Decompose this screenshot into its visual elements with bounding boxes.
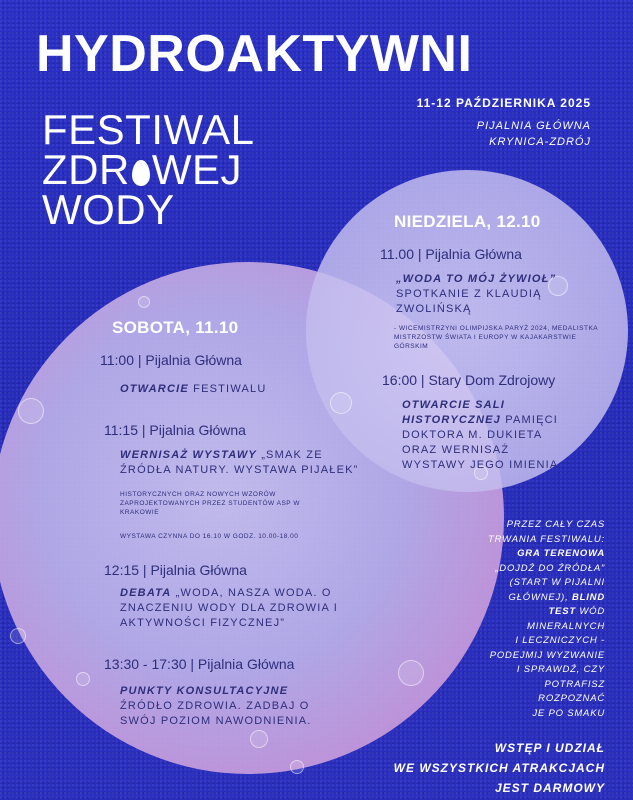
festival-line: WODY [42,186,175,233]
event-title-bold: PUNKTY KONSULTACYJNE [120,685,289,697]
footer-line: WE WSZYSTKICH ATRAKCJACH [393,761,605,775]
event-title-bold: OTWARCIE [120,383,189,395]
event-title [120,684,320,729]
event-time: 11:15 | Pijalnia Główna [104,422,246,438]
festival-line: FESTIWAL [42,106,255,153]
side-note [475,518,605,721]
water-drop-icon [132,160,150,186]
side-note-bold: TEST [548,606,576,617]
side-note-line: PODEJMIJ WYZWANIE [489,649,605,661]
side-note-line: TRWANIA FESTIWALU: [488,533,605,545]
side-note-line: (START W PIJALNI [509,577,605,588]
event-title [120,382,320,397]
water-drop-icon [76,672,90,686]
event-title-rest: FESTIWALU [188,383,267,395]
side-note-bold: BLIND [571,591,605,603]
festival-line [42,146,254,193]
footer-line: JEST DARMOWY [494,781,605,795]
festival-venue [477,118,591,150]
saturday-heading: SOBOTA, 11.10 [112,318,239,337]
event-note: WYSTAWA CZYNNA DO 16.10 W GODZ. 10.00-18.00 [120,533,299,540]
festival-text: WEJ [151,146,242,193]
water-drop-icon [330,392,352,414]
side-note-line: POTRAFISZ [544,678,605,690]
event-title [402,398,574,473]
event-note: - WICEMISTRZYNI OLIMPIJSKA PARYŻ 2024, MEDALISTKA MISTRZOSTW ŚWIATA I EUROPY W KAJAKARSTWIE GÓRSKIM [394,325,598,350]
water-drop-icon [290,760,304,774]
side-note-bold: GRA TERENOWA [517,548,605,559]
side-note-line: JE PO SMAKU [532,707,605,719]
event-title-bold: OTWARCIE SALI HISTORYCZNEJ [402,399,505,426]
event-time: 13:30 - 17:30 | Pijalnia Główna [104,656,295,672]
event-title-bold: DEBATA [120,587,172,599]
venue-line: PIJALNIA GŁÓWNA [476,120,591,132]
water-drop-icon [18,398,44,424]
side-note-line: WÓD [575,606,605,617]
festival-dates: 11-12 PAŹDZIERNIKA 2025 [416,96,591,110]
side-note-line: GŁÓWNEJ), [508,591,569,603]
festival-name [42,106,255,233]
sunday-heading: NIEDZIELA, 12.10 [394,212,541,231]
event-title-bold: WERNISAŻ WYSTAWY [120,449,257,461]
festival-text: ZDR [42,146,130,193]
venue-city: KRYNICA-ZDRÓJ [489,136,591,148]
side-note-line: I LECZNICZYCH - [515,635,605,646]
free-entry-note [394,738,605,798]
side-note-line: „DOJDŹ DO ŹRÓDŁA” [495,562,605,574]
event-title-rest: „SMAK ZE ŹRÓDŁA NATURY. WYSTAWA PIJAŁEK” [120,449,359,476]
event-time: 11:00 | Pijalnia Główna [100,352,242,368]
event-title-rest: SPOTKANIE Z KLAUDIĄ ZWOLIŃSKĄ [396,288,542,315]
footer-line: WSTĘP I UDZIAŁ [494,741,605,755]
event-note: HISTORYCZNYCH ORAZ NOWYCH WZORÓW ZAPROJEKTOWANYCH PRZEZ STUDENTÓW ASP W KRAKOWIE [120,491,300,516]
page-title: HYDROAKTYWNI [36,25,473,83]
water-drop-icon [10,628,26,644]
event-title [396,272,596,317]
event-title-rest: ŹRÓDŁO ZDROWIA. ZADBAJ O SWÓJ POZIOM NAWODNIENIA. [120,700,312,727]
event-title-rest: „WODA, NASZA WODA. O ZNACZENIU WODY DLA ZDROWIA I AKTYWNOŚCI FIZYCZNEJ” [120,587,338,629]
side-note-line: PRZEZ CAŁY CZAS [506,519,605,530]
event-time: 11.00 | Pijalnia Główna [380,246,522,262]
water-drop-icon [138,296,150,308]
side-note-line: MINERALNYCH [527,620,605,632]
event-title-rest: PAMIĘCI DOKTORA M. DUKIETA ORAZ WERNISAŻ WYSTAWY JEGO IMIENIA [402,414,559,471]
water-drop-icon [250,730,268,748]
event-time: 12:15 | Pijalnia Główna [104,562,247,578]
event-title-bold: „WODA TO MÓJ ŻYWIOŁ” [396,273,557,285]
water-drop-icon [398,660,424,686]
event-title [120,448,376,478]
side-note-line: I SPRAWDŹ, CZY [516,664,605,675]
side-note-line: ROZPOZNAĆ [538,693,605,704]
event-title [120,586,360,631]
event-time: 16:00 | Stary Dom Zdrojowy [382,372,556,388]
